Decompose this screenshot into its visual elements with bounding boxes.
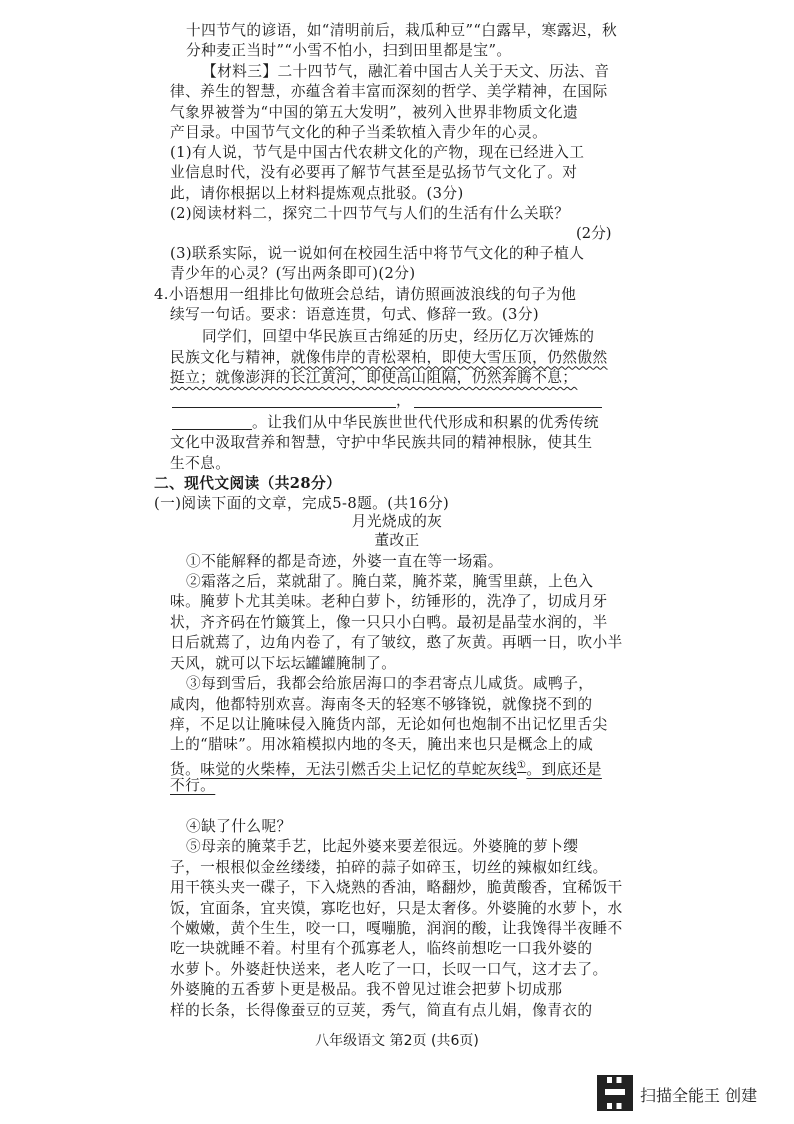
paragraph-4: ④缺了什么呢？ <box>186 817 292 835</box>
comma: ， <box>396 391 412 409</box>
question-3-1: (1)有人说，节气是中国古代农耕文化的产物，现在已经进入工 <box>170 143 585 161</box>
section-heading: 二、现代文阅读（共28分） <box>154 474 342 492</box>
paragraph-5: ⑤母亲的腌菜手艺，比起外婆来要差很远。外婆腌的萝卜缨 <box>186 838 579 856</box>
text-line: 产目录。中国节气文化的种子当柔软植入青少年的心灵。 <box>170 124 548 141</box>
text-line: 水萝卜。外婆赶快送来，老人吃了一口，长叹一口气，这才去了。 <box>170 960 608 978</box>
answer-blank[interactable] <box>414 407 602 408</box>
text-line: 续写一句话。要求：语意连贯，句式、修辞一致。(3分) <box>170 306 540 324</box>
text-span: 民族文化与精神， <box>170 348 291 366</box>
score-label: (2分) <box>576 224 612 242</box>
text-line <box>170 369 577 388</box>
text-line: 文化中汲取营养和智慧，守护中华民族共同的精神根脉，使其生 <box>170 434 593 452</box>
underlined-sentence: 不行。 <box>170 777 216 795</box>
text-line: 痒，不足以让腌味侵入腌货内部，无论如何也炮制不出记忆里舌尖 <box>170 715 608 733</box>
footnote-marker: ① <box>517 759 527 771</box>
text-line: 吃一块就睡不着。村里有个孤寡老人，临终前想吃一口我外婆的 <box>170 940 593 958</box>
question-4: 4.小语想用一组排比句做班会总结，请仿照画波浪线的句子为他 <box>154 285 577 303</box>
text-line: 状，齐齐码在竹簸箕上，像一只只小白鸭。最初是晶莹水润的，半 <box>170 613 608 631</box>
text-line: 青少年的心灵？(写出两条即可)(2分) <box>170 265 416 283</box>
text-span: 货。 <box>170 760 201 778</box>
question-3-2: (2)阅读材料二，探究二十四节气与人们的生活有什么关联？ <box>170 204 570 222</box>
underlined-sentence: 。到底还是 <box>526 760 602 778</box>
text-line <box>170 757 602 780</box>
text-line: 十四节气的谚语，如“清明前后，栽瓜种豆”“白露早，寒露迟，秋 <box>186 22 618 39</box>
text-line: 样的长条，长得像蚕豆的豆荚，秀气，简直有点儿娟，像青衣的 <box>170 1001 593 1019</box>
article-title: 月光烧成的灰 <box>351 512 443 530</box>
answer-blank[interactable] <box>172 407 396 408</box>
text-line: 分种麦正当时”“小雪不怕小，扫到田里都是宝”。 <box>186 42 512 60</box>
paragraph-1: ①不能解释的都是奇迹，外婆一直在等一场霜。 <box>186 552 503 570</box>
paragraph-3: ③每到雪后，我都会给旅居海口的李君寄点儿咸货。咸鸭子， <box>186 675 594 693</box>
text-line: 生不息。 <box>170 454 231 472</box>
text-line: 咸肉，他都特别欢喜。海南冬天的轻寒不够锋锐，就像挠不到的 <box>170 695 593 713</box>
article-author: 董改正 <box>374 532 420 550</box>
text-line: 业信息时代，没有必要再了解节气甚至是弘扬节气文化了。对 <box>170 164 578 182</box>
question-3-3: (3)联系实际，说一说如何在校园生活中将节气文化的种子植人 <box>170 244 585 262</box>
underlined-sentence: 味觉的火柴棒，无法引燃舌尖上记忆的草蛇灰线 <box>200 760 518 778</box>
subsection-heading: (一)阅读下面的文章，完成5-8题。(共16分) <box>154 494 450 512</box>
wavy-sentence: 挺立；就像澎湃的长江黄河，即使高山阻隔，仍然奔腾不息； <box>170 368 578 386</box>
text-line: 日后就蔫了，边角内卷了，有了皱纹，憨了灰黄。再晒一日，吹小半 <box>170 634 623 652</box>
text-line: 饭，宜面条，宜夹馍，寡吃也好，只是太奢侈。外婆腌的水萝卜，水 <box>170 899 623 917</box>
page-footer: 八年级语文 第2页 (共6页) <box>315 1033 479 1049</box>
qr-code-icon <box>597 1075 633 1111</box>
text-line: 此，请你根据以上材料提炼观点批驳。(3分) <box>170 184 464 202</box>
text-line: 味。腌萝卜尤其美味。老种白萝卜，纺锤形的，洗净了，切成月牙 <box>170 593 608 611</box>
text-line: 同学们，回望中华民族亘古绵延的历史，经历亿万次锤炼的 <box>202 328 595 346</box>
text-line: 外婆腌的五香萝卜更是极品。我不曾见过谁会把萝卜切成那 <box>170 981 563 999</box>
text-line: 气象界被誉为“中国的第五大发明”，被列入世界非物质文化遗 <box>170 103 579 121</box>
text-line: 用干筷头夹一碟子，下入烧熟的香油，略翻炒，脆黄酸香，宜稀饭干 <box>170 879 623 897</box>
text-line <box>170 349 608 368</box>
text-line: 子，一根根似金丝缕缕，拍碎的蒜子如碎玉，切丝的辣椒如红线。 <box>170 858 608 876</box>
text-line: 个嫩嫩，黄个生生，咬一口，嘎嘣脆，润润的酸，让我馋得半夜睡不 <box>170 920 623 937</box>
scanner-watermark: 扫描全能王 创建 <box>640 1086 758 1105</box>
text-line <box>170 777 215 796</box>
text-line: 天风，就可以下坛坛罐罐腌制了。 <box>170 654 397 672</box>
paragraph-2: ②霜落之后，菜就甜了。腌白菜，腌芥菜，腌雪里蕻，上色入 <box>186 573 594 590</box>
text-line: 【材料三】二十四节气，融汇着中国古人关于天文、历法、音 <box>202 62 610 80</box>
text-line: 。让我们从中华民族世世代代形成和积累的优秀传统 <box>252 413 600 431</box>
text-line: 上的“腊味”。用冰箱模拟内地的冬天，腌出来也只是概念上的咸 <box>170 736 594 754</box>
wavy-sentence: 就像伟岸的青松翠柏，即使大雪压顶，仍然傲然 <box>290 348 608 366</box>
answer-blank[interactable] <box>172 429 252 430</box>
text-line: 律、养生的智慧，亦蕴含着丰富而深刻的哲学、美学精神，在国际 <box>170 83 608 101</box>
